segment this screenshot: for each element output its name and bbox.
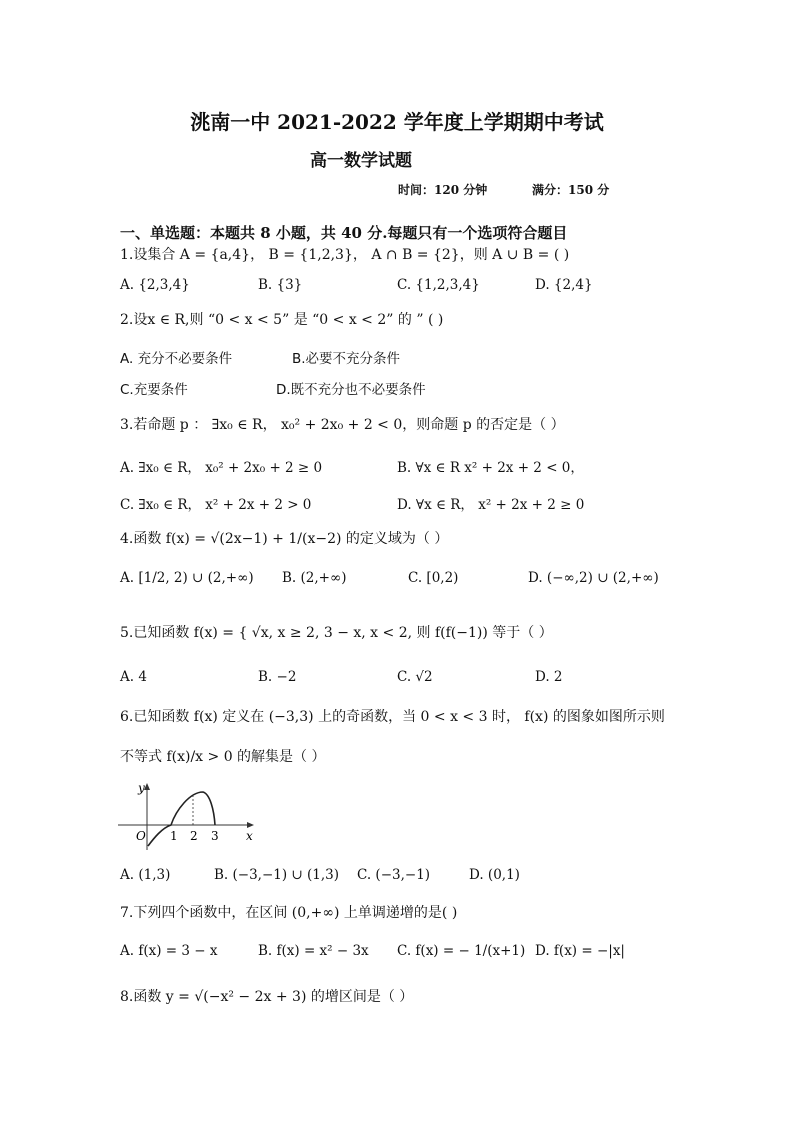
question-4-stem: 4.函数 f(x) = √(2x−1) + 1/(x−2) 的定义域为（ ） <box>120 531 449 547</box>
question-2-option-b: B.必要不充分条件 <box>292 351 401 367</box>
question-3-option-c: C. ∃x₀ ∈ R， x² + 2x + 2 > 0 <box>120 497 312 513</box>
exam-title: 洮南一中 2021-2022 学年度上学期期中考试 <box>190 110 604 134</box>
question-5-option-a: A. 4 <box>120 669 147 685</box>
function-curve <box>148 792 215 846</box>
figure-tick-3: 3 <box>211 829 219 843</box>
question-5-option-c: C. √2 <box>397 669 433 685</box>
question-3-stem: 3.若命题 p ： ∃x₀ ∈ R， x₀² + 2x₀ + 2 < 0，则命题 p 的否定是（ ） <box>120 417 565 433</box>
y-axis-arrow <box>144 783 150 790</box>
question-6-option-b: B. (−3,−1) ∪ (1,3) <box>214 867 340 883</box>
question-6-stem-continued: 不等式 f(x)/x > 0 的解集是（ ） <box>120 749 326 765</box>
question-6-figure <box>118 780 258 852</box>
question-6-option-d: D. (0,1) <box>469 867 520 883</box>
exam-time: 时间：120 分钟 <box>398 183 488 197</box>
question-5-option-b: B. −2 <box>258 669 297 685</box>
figure-y-label: y <box>138 781 145 795</box>
exam-subtitle: 高一数学试题 <box>310 151 412 171</box>
question-4-option-b: B. (2,+∞) <box>282 570 347 586</box>
question-2-option-d: D.既不充分也不必要条件 <box>276 382 426 398</box>
question-5-stem: 5.已知函数 f(x) = { √x, x ≥ 2, 3 − x, x < 2, 则 f(f(−1)) 等于（ ） <box>120 625 553 641</box>
question-3-option-b: B. ∀x ∈ R x² + 2x + 2 < 0， <box>397 460 584 476</box>
question-1-option-c: C. {1,2,3,4} <box>397 277 480 293</box>
question-7-option-a: A. f(x) = 3 − x <box>120 943 218 959</box>
question-6-option-a: A. (1,3) <box>120 867 171 883</box>
question-4-option-c: C. [0,2) <box>408 570 459 586</box>
question-3-option-a: A. ∃x₀ ∈ R， x₀² + 2x₀ + 2 ≥ 0 <box>120 460 323 476</box>
question-6-option-c: C. (−3,−1) <box>357 867 431 883</box>
figure-tick-2: 2 <box>190 829 198 843</box>
exam-score: 满分：150 分 <box>532 183 610 197</box>
figure-tick-1: 1 <box>170 829 178 843</box>
question-2-option-c: C.充要条件 <box>120 382 188 398</box>
section-heading: 一、单选题：本题共 8 小题，共 40 分.每题只有一个选项符合题目 <box>120 224 568 242</box>
question-4-option-d: D. (−∞,2) ∪ (2,+∞) <box>528 570 659 586</box>
x-axis-arrow <box>247 822 254 828</box>
question-7-option-b: B. f(x) = x² − 3x <box>258 943 369 959</box>
figure-x-label: x <box>246 829 253 843</box>
question-4-option-a: A. [1/2, 2) ∪ (2,+∞) <box>120 570 254 586</box>
question-7-option-c: C. f(x) = − 1/(x+1) <box>397 943 526 959</box>
question-2-option-a: A. 充分不必要条件 <box>120 351 233 367</box>
question-2-stem: 2.设x ∈ R,则 “0 < x < 5” 是 “0 < x < 2” 的 ” ( ) <box>120 312 444 328</box>
question-1-stem: 1.设集合 A = {a,4}， B = {1,2,3}， A ∩ B = {2}，则 A ∪ B = ( ) <box>120 247 570 263</box>
question-1-option-a: A. {2,3,4} <box>120 277 190 293</box>
question-3-option-d: D. ∀x ∈ R， x² + 2x + 2 ≥ 0 <box>397 497 585 513</box>
question-7-option-d: D. f(x) = −|x| <box>535 943 625 959</box>
question-8-stem: 8.函数 y = √(−x² − 2x + 3) 的增区间是（ ） <box>120 989 414 1005</box>
question-5-option-d: D. 2 <box>535 669 563 685</box>
question-7-stem: 7.下列四个函数中，在区间 (0,+∞) 上单调递增的是( ) <box>120 905 458 921</box>
figure-origin-label: O <box>136 829 146 843</box>
question-1-option-d: D. {2,4} <box>535 277 593 293</box>
question-1-option-b: B. {3} <box>258 277 303 293</box>
question-6-stem: 6.已知函数 f(x) 定义在 (−3,3) 上的奇函数，当 0 < x < 3 时， f(x) 的图象如图所示则 <box>120 709 665 725</box>
